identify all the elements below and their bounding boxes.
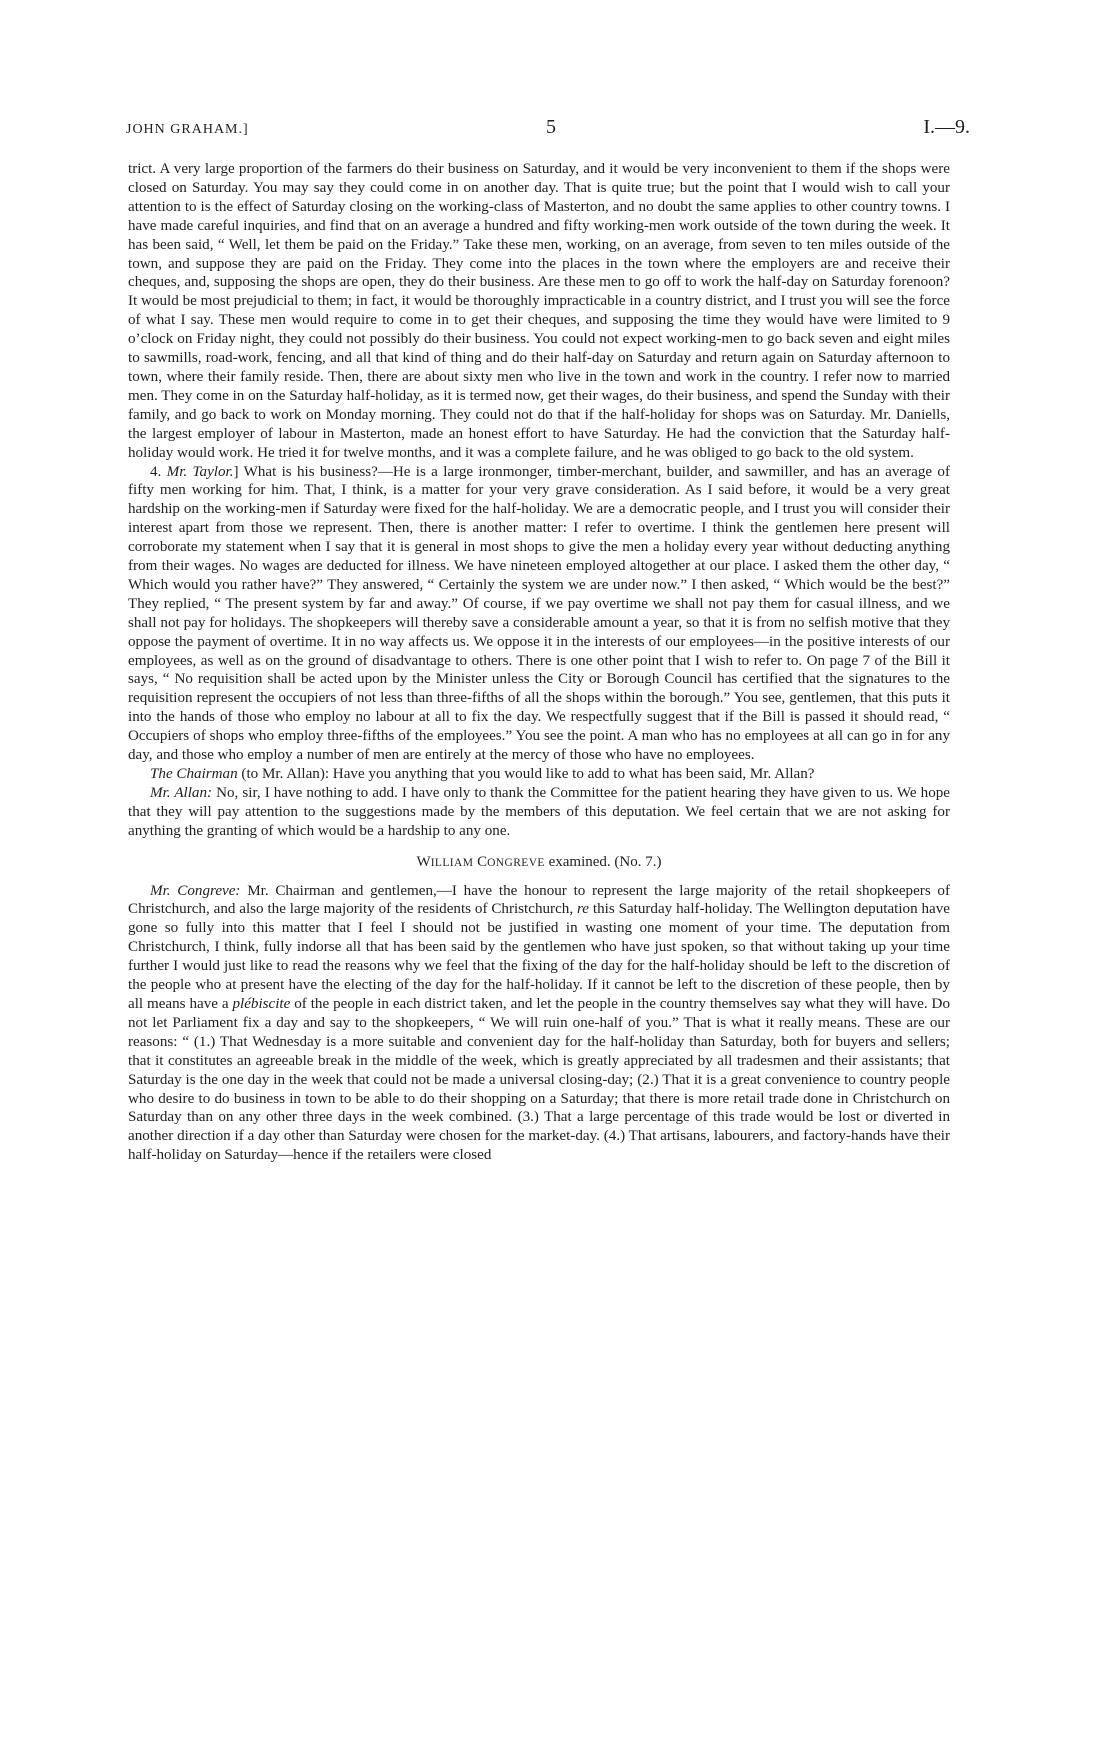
document-code: I.—9. (923, 116, 970, 138)
paragraph-congreve: Mr. Congreve: Mr. Chairman and gentlemen,—I have the honour to represent the large majority of the retail shopkeepers of Christchurch, and also the large majority of the residents of Christchurch, re this Saturday half-holiday. The Wellington deputation have gone so fully into this matter that I feel I should not be justified in wasting one moment of your time. The deputation from Christchurch, I think, fully indorse all that has been said by the gentlemen who have just spoken, so that without taking up your time further I would just like to read the reasons why we feel that the fixing of the day for the half-holiday should be left to the discretion of the people who at present have the electing of the day for the half-holiday. If it cannot be left to the discretion of these people, then by all means have a plébiscite of the people in each district taken, and let the people in the country themselves say what they will have. Do not let Parliament fix a day and say to the shopkeepers, “ We will ruin one-half of you.” That is what it really means. These are our reasons: “ (1.) That Wednesday is a more suitable and convenient day for the half-holiday than Saturday, both for buyers and sellers; that it constitutes an agreeable break in the middle of the week, which is greatly appreciated by all tradesmen and their assistants; that Saturday is the one day in the week that could not be made a universal closing-day; (2.) That it is a great convenience to country people who desire to do business in town to be able to do their shopping on a Saturday; that there is more retail trade done in Christchurch on Saturday than on any other three days in the week combined. (3.) That a large percentage of this trade would be lost or diverted in another direction if a day other than Saturday were chosen for the market-day. (4.) That artisans, labourers, and factory-hands have their half-holiday on Saturday—hence if the retailers were closed (128, 882, 951, 1164)
question-number: 4. (150, 463, 162, 480)
paragraph-continuation: trict. A very large proportion of the farmers do their business on Saturday, and it would be very inconvenient to them if the shops were closed on Saturday. You may say they could come in on another day. That is quite true; but the point that I would wish to call your attention to is the effect of Saturday closing on the working-class of Masterton, and no doubt the same applies to other country towns. I have made careful inquiries, and find that on an average a hundred and fifty working-men work outside of the town during the week. It has been said, “ Well, let them be paid on the Friday.” Take these men, working, on an average, from seven to ten miles outside of the town, and suppose they are paid on the Friday. They come into the places in the town where the employers are and receive their cheques, and, supposing the shops are open, they do their business. Are these men to go off to work the half-day on Saturday forenoon? It would be most prejudicial to them; in fact, it would be thoroughly impracticable in a country district, and I trust you will see the force of what I say. These men would require to come in to get their cheques, and supposing the time they would have were limited to 9 o’clock on Friday night, they could not possibly do their business. You could not expect working-men to go back seven and eight miles to sawmills, road-work, fencing, and all that kind of thing and do their half-day on Saturday and return again on Saturday afternoon to town, where their family reside. Then, there are about sixty men who live in the town and work in the country. I refer now to married men. They come in on the Saturday half-holiday, as it is termed now, get their wages, do their business, and spend the Sunday with their family, and go back to work on Monday morning. They could not do that if the half-holiday for shops was on Saturday. Mr. Daniells, the largest employer of labour in Masterton, made an honest effort to have Saturday. He had the conviction that the Saturday half-holiday would work. He tried it for twelve months, and it was a complete failure, and he was obliged to go back to the old system. (128, 161, 950, 461)
speaker-name: The Chairman (150, 766, 238, 782)
header-bracket: ] (243, 122, 249, 137)
latin-term: re (576, 901, 589, 918)
header-witness-name: JOHN GRAHAM.] (126, 122, 249, 137)
page-body (128, 160, 950, 1165)
paragraph-question-4 (128, 463, 950, 766)
paragraph-text: (to Mr. Allan): Have you anything that you would like to add to what has been said, Mr. Allan? (237, 766, 815, 782)
speaker-name: Mr. Congreve: (150, 882, 241, 899)
running-header (126, 116, 976, 142)
speaker-name: Mr. Allan: (150, 784, 213, 801)
section-heading: WILLIAM CONGREVE examined. (No. 7.) (416, 853, 662, 870)
page-number: 5 (546, 116, 556, 138)
speaker-name: Mr. Taylor. (166, 463, 234, 480)
foreign-term: plébiscite (232, 995, 291, 1012)
paragraph-chairman (128, 765, 950, 784)
paragraph-text: ] What is his business?—He is a large ironmonger, timber-merchant, builder, and sawmiller, and has an average of fifty men working for him. That, I think, is a matter for your very grave consideration. As I said before, it would be a very great hardship on the working-men if Saturday were fixed for the half-holiday. We are a democratic people, and I trust you will consider their interest apart from those we represent. Then, there is another matter: I refer to overtime. I think the gentlemen here present will corroborate my statement when I say that it is general in most shops to give the men a holiday every year without deducting anything from their wages. No wages are deducted for illness. We have nineteen employed altogether at our place. I asked them the other day, “ Which would you rather have?” They answered, “ Certainly the system we are under now.” I then asked, “ Which would be the best?” They replied, “ The present system by far and away.” Of course, if we pay overtime we shall not pay them for casual illness, and we shall not pay for holidays. The shopkeepers will thereby save a considerable amount a year, so that it is from no selfish motive that they oppose the payment of overtime. It in no way affects us. We oppose it in the interests of our employees—in the positive interests of our employees, as well as on the ground of disadvantage to others. There is one other point that I wish to refer to. On page 7 of the Bill it says, “ No requisition shall be acted upon by the Minister unless the City or Borough Council has certified that the signatures to the requisition represent the occupiers of not less than three-fifths of all the shops within the borough.” You see, gentlemen, that this puts it into the hands of those who employ no labour at all to fix the day. We respectfully suggest that if the Bill is passed it should read, “ Occupiers of shops who employ three-fifths of the employees.” You see the point. A man who has no employees at all can go in for any day, and those who employ a number of men are entirely at the mercy of those who have no employees. (128, 463, 950, 764)
paragraph-text: No, sir, I have nothing to add. I have only to thank the Committee for the patient hearing they have given to us. We hope that they will pay attention to the suggestions made by the members of this deputation. We feel certain that we are not asking for anything the granting of which would be a hardship to any one. (128, 784, 951, 839)
paragraph-allan (128, 784, 950, 841)
